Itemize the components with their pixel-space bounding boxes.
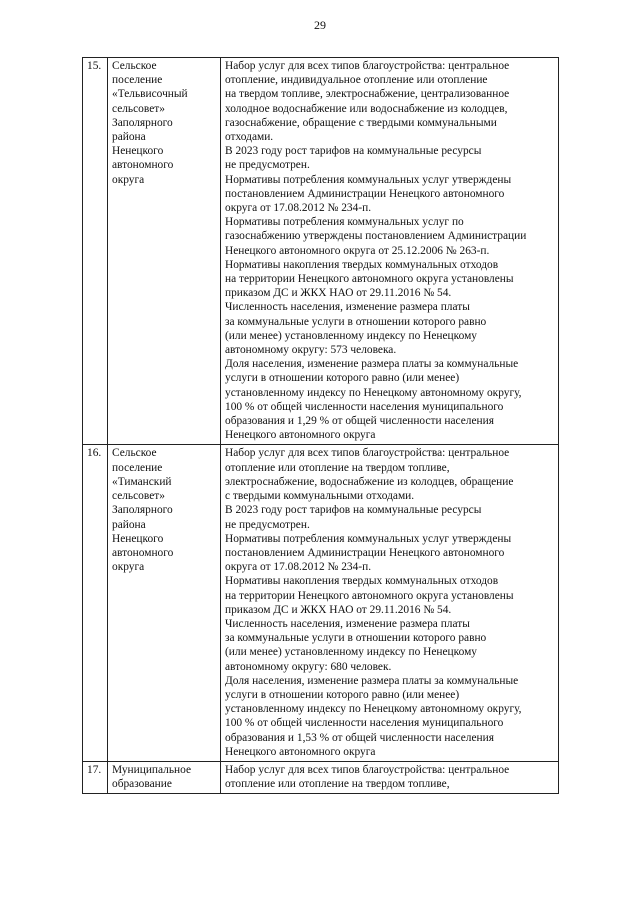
description-line: 100 % от общей численности населения муниципального: [225, 717, 504, 730]
description-line: постановлением Администрации Ненецкого автономного: [225, 187, 505, 200]
description-line: за коммунальные услуги в отношении которого равно: [225, 315, 487, 328]
description-line: холодное водоснабжение или водоснабжение из колодцев,: [225, 102, 508, 115]
description-line: автономному округу: 573 человека.: [225, 344, 397, 357]
municipality-name-line: Ненецкого: [112, 145, 164, 158]
description-line: Нормативы потребления коммунальных услуг утверждены: [225, 532, 512, 545]
municipality-name: [108, 58, 221, 445]
municipality-name-line: сельсовет»: [112, 490, 165, 503]
municipality-name-line: «Тельвисочный: [112, 88, 188, 101]
description-line: услуги в отношении которого равно (или менее): [225, 688, 460, 701]
description-line: Нормативы накопления твердых коммунальных отходов: [225, 258, 499, 271]
municipality-name-line: Муниципальное: [112, 763, 192, 776]
services-description: [221, 58, 559, 445]
services-description: [221, 761, 559, 793]
description-line: газоснабжению утверждены постановлением Администрации: [225, 230, 527, 243]
description-line: Ненецкого автономного округа: [225, 745, 376, 758]
municipality-name-line: автономного: [112, 546, 174, 559]
description-line: не предусмотрен.: [225, 518, 310, 531]
description-line: услуги в отношении которого равно (или менее): [225, 372, 460, 385]
description-line: В 2023 году рост тарифов на коммунальные ресурсы: [225, 504, 482, 517]
description-line: отопление или отопление на твердом топливе,: [225, 461, 450, 474]
municipality-name-line: поселение: [112, 461, 163, 474]
municipality-name-line: Заполярного: [112, 116, 173, 129]
municipality-name-line: Заполярного: [112, 504, 173, 517]
municipality-name-line: поселение: [112, 74, 163, 87]
tariff-table: [82, 57, 559, 794]
municipality-name-line: района: [112, 131, 146, 144]
page-number: 29: [314, 18, 326, 32]
description-line: Нормативы накопления твердых коммунальных отходов: [225, 575, 499, 588]
description-line: установленному индексу по Ненецкому автономному округу,: [225, 703, 522, 716]
description-line: Доля населения, изменение размера платы за коммунальные: [225, 674, 519, 687]
description-line: Набор услуг для всех типов благоустройства: центральное: [225, 447, 510, 460]
description-line: приказом ДС и ЖКХ НАО от 29.11.2016 № 54.: [225, 603, 452, 616]
description-line: постановлением Администрации Ненецкого автономного: [225, 546, 505, 559]
municipality-name-line: сельсовет»: [112, 102, 165, 115]
municipality-name-line: образование: [112, 778, 172, 791]
municipality-name-line: округа: [112, 173, 145, 186]
municipality-name-line: Ненецкого: [112, 532, 164, 545]
description-line: на территории Ненецкого автономного округа установлены: [225, 589, 514, 602]
row-number: 17.: [83, 761, 108, 793]
description-line: отопление или отопление на твердом топливе,: [225, 778, 450, 791]
description-line: Ненецкого автономного округа от 25.12.2006 № 263-п.: [225, 244, 490, 257]
description-line: установленному индексу по Ненецкому автономному округу,: [225, 386, 522, 399]
description-line: Численность населения, изменение размера платы: [225, 301, 470, 314]
description-line: на территории Ненецкого автономного округа установлены: [225, 273, 514, 286]
description-line: электроснабжение, водоснабжение из колодцев, обращение: [225, 475, 514, 488]
description-line: округа от 17.08.2012 № 234-п.: [225, 561, 372, 574]
description-line: на твердом топливе, электроснабжение, централизованное: [225, 88, 510, 101]
description-line: (или менее) установленному индексу по Ненецкому: [225, 329, 477, 342]
municipality-name-line: Сельское: [112, 447, 157, 460]
municipality-name-line: автономного: [112, 159, 174, 172]
row-number: 15.: [83, 58, 108, 445]
municipality-name-line: «Тиманский: [112, 475, 172, 488]
description-line: 100 % от общей численности населения муниципального: [225, 400, 504, 413]
description-line: Доля населения, изменение размера платы за коммунальные: [225, 358, 519, 371]
description-line: Набор услуг для всех типов благоустройства: центральное: [225, 763, 510, 776]
table-row: [83, 445, 559, 761]
services-description: [221, 445, 559, 761]
description-line: приказом ДС и ЖКХ НАО от 29.11.2016 № 54.: [225, 287, 452, 300]
description-line: образования и 1,29 % от общей численности населения: [225, 415, 494, 428]
description-line: автономному округу: 680 человек.: [225, 660, 392, 673]
description-line: не предусмотрен.: [225, 159, 310, 172]
description-line: газоснабжение, обращение с твердыми коммунальными: [225, 116, 497, 129]
description-line: Численность населения, изменение размера платы: [225, 617, 470, 630]
row-number: 16.: [83, 445, 108, 761]
description-line: округа от 17.08.2012 № 234-п.: [225, 202, 372, 215]
municipality-name: [108, 761, 221, 793]
description-line: Ненецкого автономного округа: [225, 429, 376, 442]
municipality-name-line: Сельское: [112, 60, 157, 72]
municipality-name-line: района: [112, 518, 146, 531]
description-line: за коммунальные услуги в отношении которого равно: [225, 632, 487, 645]
description-line: (или менее) установленному индексу по Ненецкому: [225, 646, 477, 659]
municipality-name: [108, 445, 221, 761]
description-line: В 2023 году рост тарифов на коммунальные ресурсы: [225, 145, 482, 158]
table-row: [83, 761, 559, 793]
description-line: отопление, индивидуальное отопление или отопление: [225, 74, 488, 87]
description-line: Нормативы потребления коммунальных услуг утверждены: [225, 173, 512, 186]
description-line: Нормативы потребления коммунальных услуг по: [225, 216, 464, 229]
description-line: образования и 1,53 % от общей численности населения: [225, 731, 494, 744]
description-line: Набор услуг для всех типов благоустройства: центральное: [225, 60, 510, 72]
description-line: отходами.: [225, 131, 274, 144]
description-line: с твердыми коммунальными отходами.: [225, 490, 415, 503]
municipality-name-line: округа: [112, 561, 145, 574]
table-row: [83, 58, 559, 445]
